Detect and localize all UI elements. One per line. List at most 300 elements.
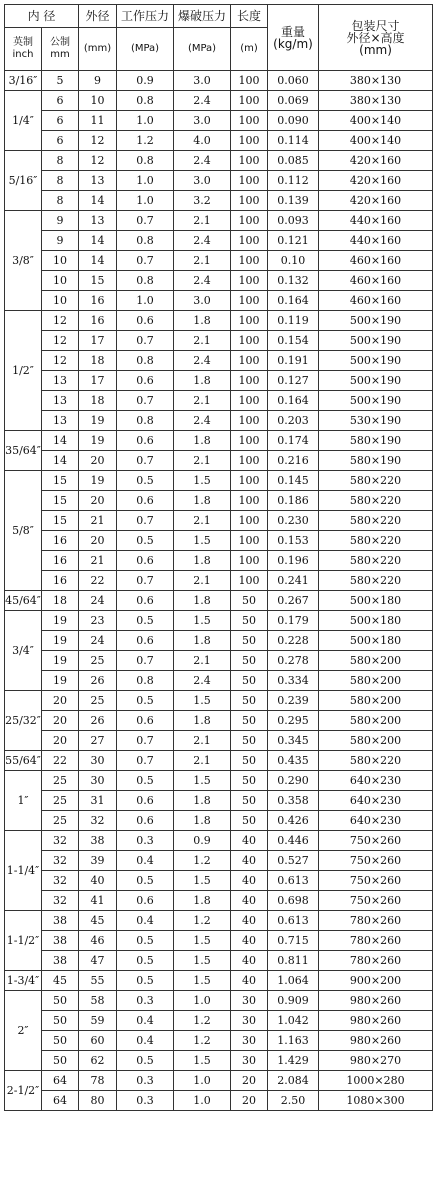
table-row bbox=[5, 291, 433, 311]
inch-size-cell: 3/8″ bbox=[5, 211, 42, 311]
outer-diameter-cell: 16 bbox=[79, 311, 117, 331]
burst-pressure-cell: 3.0 bbox=[174, 111, 231, 131]
header-working-pressure: 工作压力 bbox=[117, 5, 174, 28]
burst-pressure-cell: 1.5 bbox=[174, 471, 231, 491]
length-cell: 100 bbox=[231, 131, 268, 151]
mm-cell: 20 bbox=[42, 731, 79, 751]
header-weight bbox=[268, 5, 319, 71]
weight-cell: 0.446 bbox=[268, 831, 319, 851]
mm-cell: 45 bbox=[42, 971, 79, 991]
burst-pressure-cell: 1.5 bbox=[174, 771, 231, 791]
working-pressure-cell: 0.8 bbox=[117, 91, 174, 111]
inch-size-cell: 3/16″ bbox=[5, 71, 42, 91]
outer-diameter-cell: 55 bbox=[79, 971, 117, 991]
weight-cell: 0.426 bbox=[268, 811, 319, 831]
length-cell: 50 bbox=[231, 671, 268, 691]
length-cell: 100 bbox=[231, 211, 268, 231]
inch-size-cell: 1″ bbox=[5, 771, 42, 831]
working-pressure-cell: 0.5 bbox=[117, 951, 174, 971]
inch-size-cell: 25/32″ bbox=[5, 691, 42, 751]
weight-cell: 0.435 bbox=[268, 751, 319, 771]
working-pressure-cell: 0.8 bbox=[117, 231, 174, 251]
outer-diameter-cell: 17 bbox=[79, 331, 117, 351]
table-row bbox=[5, 1051, 433, 1071]
weight-cell: 0.290 bbox=[268, 771, 319, 791]
working-pressure-cell: 0.5 bbox=[117, 471, 174, 491]
weight-cell: 0.191 bbox=[268, 351, 319, 371]
table-row bbox=[5, 771, 433, 791]
length-cell: 30 bbox=[231, 1051, 268, 1071]
length-cell: 100 bbox=[231, 411, 268, 431]
weight-cell: 0.127 bbox=[268, 371, 319, 391]
burst-pressure-cell: 1.5 bbox=[174, 611, 231, 631]
table-row bbox=[5, 691, 433, 711]
working-pressure-cell: 0.8 bbox=[117, 671, 174, 691]
weight-cell: 0.119 bbox=[268, 311, 319, 331]
outer-diameter-cell: 13 bbox=[79, 171, 117, 191]
burst-pressure-cell: 1.2 bbox=[174, 911, 231, 931]
burst-pressure-cell: 1.8 bbox=[174, 431, 231, 451]
weight-cell: 1.064 bbox=[268, 971, 319, 991]
package-size-cell: 460×160 bbox=[319, 291, 433, 311]
length-cell: 100 bbox=[231, 251, 268, 271]
burst-pressure-cell: 3.0 bbox=[174, 71, 231, 91]
mm-cell: 8 bbox=[42, 171, 79, 191]
outer-diameter-cell: 23 bbox=[79, 611, 117, 631]
length-cell: 100 bbox=[231, 531, 268, 551]
hose-spec-table bbox=[4, 4, 433, 1111]
weight-cell: 1.042 bbox=[268, 1011, 319, 1031]
length-cell: 100 bbox=[231, 231, 268, 251]
table-row bbox=[5, 871, 433, 891]
mm-cell: 9 bbox=[42, 211, 79, 231]
length-cell: 100 bbox=[231, 431, 268, 451]
table-row bbox=[5, 491, 433, 511]
working-pressure-cell: 0.5 bbox=[117, 531, 174, 551]
weight-cell: 0.811 bbox=[268, 951, 319, 971]
mm-cell: 19 bbox=[42, 671, 79, 691]
weight-cell: 0.093 bbox=[268, 211, 319, 231]
working-pressure-cell: 0.8 bbox=[117, 151, 174, 171]
inch-size-cell: 1-1/4″ bbox=[5, 831, 42, 911]
length-cell: 100 bbox=[231, 271, 268, 291]
weight-cell: 0.334 bbox=[268, 671, 319, 691]
table-row bbox=[5, 731, 433, 751]
mm-cell: 19 bbox=[42, 651, 79, 671]
length-cell: 100 bbox=[231, 511, 268, 531]
mm-cell: 64 bbox=[42, 1071, 79, 1091]
inch-size-cell: 35/64″ bbox=[5, 431, 42, 471]
length-cell: 50 bbox=[231, 771, 268, 791]
package-size-cell: 500×180 bbox=[319, 591, 433, 611]
package-size-cell: 780×260 bbox=[319, 911, 433, 931]
weight-cell: 0.345 bbox=[268, 731, 319, 751]
working-pressure-cell: 0.6 bbox=[117, 631, 174, 651]
table-row bbox=[5, 831, 433, 851]
mm-cell: 19 bbox=[42, 611, 79, 631]
mm-cell: 50 bbox=[42, 1031, 79, 1051]
inch-size-cell: 1/2″ bbox=[5, 311, 42, 431]
package-size-cell: 500×190 bbox=[319, 371, 433, 391]
table-row bbox=[5, 71, 433, 91]
package-size-cell: 500×180 bbox=[319, 631, 433, 651]
package-size-cell: 980×270 bbox=[319, 1051, 433, 1071]
working-pressure-cell: 0.3 bbox=[117, 1071, 174, 1091]
weight-cell: 0.179 bbox=[268, 611, 319, 631]
package-size-cell: 780×260 bbox=[319, 931, 433, 951]
burst-pressure-cell: 2.4 bbox=[174, 91, 231, 111]
header-package-label: 包装尺寸 bbox=[351, 18, 400, 33]
mm-cell: 25 bbox=[42, 771, 79, 791]
outer-diameter-cell: 18 bbox=[79, 391, 117, 411]
length-cell: 40 bbox=[231, 851, 268, 871]
package-size-cell: 420×160 bbox=[319, 171, 433, 191]
length-cell: 50 bbox=[231, 651, 268, 671]
package-size-cell: 580×220 bbox=[319, 531, 433, 551]
burst-pressure-cell: 1.5 bbox=[174, 871, 231, 891]
package-size-cell: 580×200 bbox=[319, 651, 433, 671]
package-size-cell: 580×200 bbox=[319, 731, 433, 751]
inch-size-cell: 45/64″ bbox=[5, 591, 42, 611]
outer-diameter-cell: 59 bbox=[79, 1011, 117, 1031]
length-cell: 40 bbox=[231, 911, 268, 931]
outer-diameter-cell: 12 bbox=[79, 151, 117, 171]
outer-diameter-cell: 21 bbox=[79, 511, 117, 531]
working-pressure-cell: 0.5 bbox=[117, 931, 174, 951]
mm-cell: 10 bbox=[42, 271, 79, 291]
table-row bbox=[5, 611, 433, 631]
package-size-cell: 460×160 bbox=[319, 251, 433, 271]
weight-cell: 1.163 bbox=[268, 1031, 319, 1051]
mm-cell: 16 bbox=[42, 571, 79, 591]
weight-cell: 0.069 bbox=[268, 91, 319, 111]
outer-diameter-cell: 62 bbox=[79, 1051, 117, 1071]
length-cell: 100 bbox=[231, 111, 268, 131]
mm-cell: 20 bbox=[42, 691, 79, 711]
weight-cell: 0.228 bbox=[268, 631, 319, 651]
mm-cell: 10 bbox=[42, 251, 79, 271]
length-cell: 20 bbox=[231, 1091, 268, 1111]
table-row bbox=[5, 391, 433, 411]
weight-cell: 0.145 bbox=[268, 471, 319, 491]
weight-cell: 0.698 bbox=[268, 891, 319, 911]
weight-cell: 0.112 bbox=[268, 171, 319, 191]
burst-pressure-cell: 2.1 bbox=[174, 511, 231, 531]
table-row bbox=[5, 151, 433, 171]
package-size-cell: 750×260 bbox=[319, 851, 433, 871]
burst-pressure-cell: 2.1 bbox=[174, 331, 231, 351]
outer-diameter-cell: 58 bbox=[79, 991, 117, 1011]
length-cell: 50 bbox=[231, 591, 268, 611]
package-size-cell: 380×130 bbox=[319, 71, 433, 91]
working-pressure-cell: 0.9 bbox=[117, 71, 174, 91]
burst-pressure-cell: 1.2 bbox=[174, 1011, 231, 1031]
mm-cell: 12 bbox=[42, 351, 79, 371]
length-cell: 100 bbox=[231, 311, 268, 331]
working-pressure-cell: 0.7 bbox=[117, 731, 174, 751]
working-pressure-cell: 0.7 bbox=[117, 391, 174, 411]
table-row bbox=[5, 811, 433, 831]
package-size-cell: 1080×300 bbox=[319, 1091, 433, 1111]
weight-cell: 0.060 bbox=[268, 71, 319, 91]
package-size-cell: 640×230 bbox=[319, 771, 433, 791]
outer-diameter-cell: 21 bbox=[79, 551, 117, 571]
table-row bbox=[5, 671, 433, 691]
length-cell: 100 bbox=[231, 71, 268, 91]
working-pressure-cell: 0.8 bbox=[117, 271, 174, 291]
package-size-cell: 500×190 bbox=[319, 311, 433, 331]
outer-diameter-cell: 30 bbox=[79, 771, 117, 791]
package-size-cell: 400×140 bbox=[319, 131, 433, 151]
working-pressure-cell: 0.7 bbox=[117, 571, 174, 591]
table-row bbox=[5, 571, 433, 591]
table-row bbox=[5, 251, 433, 271]
length-cell: 50 bbox=[231, 611, 268, 631]
length-cell: 100 bbox=[231, 331, 268, 351]
outer-diameter-cell: 40 bbox=[79, 871, 117, 891]
outer-diameter-cell: 22 bbox=[79, 571, 117, 591]
mm-cell: 32 bbox=[42, 891, 79, 911]
mm-cell: 13 bbox=[42, 371, 79, 391]
package-size-cell: 580×220 bbox=[319, 511, 433, 531]
package-size-cell: 640×230 bbox=[319, 811, 433, 831]
table-row bbox=[5, 1091, 433, 1111]
table-row bbox=[5, 951, 433, 971]
package-size-cell: 580×190 bbox=[319, 431, 433, 451]
burst-pressure-cell: 1.8 bbox=[174, 591, 231, 611]
package-size-cell: 500×190 bbox=[319, 331, 433, 351]
length-cell: 100 bbox=[231, 291, 268, 311]
weight-cell: 0.527 bbox=[268, 851, 319, 871]
outer-diameter-cell: 20 bbox=[79, 531, 117, 551]
working-pressure-cell: 0.5 bbox=[117, 971, 174, 991]
outer-diameter-cell: 25 bbox=[79, 691, 117, 711]
mm-cell: 50 bbox=[42, 991, 79, 1011]
burst-pressure-cell: 1.8 bbox=[174, 371, 231, 391]
working-pressure-cell: 0.6 bbox=[117, 891, 174, 911]
weight-cell: 1.429 bbox=[268, 1051, 319, 1071]
package-size-cell: 500×190 bbox=[319, 391, 433, 411]
package-size-cell: 400×140 bbox=[319, 111, 433, 131]
working-pressure-cell: 0.6 bbox=[117, 431, 174, 451]
burst-pressure-cell: 1.0 bbox=[174, 1091, 231, 1111]
weight-cell: 0.203 bbox=[268, 411, 319, 431]
weight-cell: 0.186 bbox=[268, 491, 319, 511]
package-size-cell: 580×220 bbox=[319, 471, 433, 491]
table-row bbox=[5, 131, 433, 151]
working-pressure-cell: 0.7 bbox=[117, 751, 174, 771]
length-cell: 100 bbox=[231, 451, 268, 471]
table-row bbox=[5, 371, 433, 391]
length-cell: 50 bbox=[231, 711, 268, 731]
length-cell: 100 bbox=[231, 151, 268, 171]
mm-cell: 22 bbox=[42, 751, 79, 771]
working-pressure-cell: 0.4 bbox=[117, 851, 174, 871]
length-cell: 40 bbox=[231, 831, 268, 851]
weight-cell: 0.174 bbox=[268, 431, 319, 451]
working-pressure-cell: 0.6 bbox=[117, 551, 174, 571]
burst-pressure-cell: 2.4 bbox=[174, 271, 231, 291]
outer-diameter-cell: 13 bbox=[79, 211, 117, 231]
working-pressure-cell: 1.0 bbox=[117, 171, 174, 191]
table-row bbox=[5, 411, 433, 431]
mm-cell: 14 bbox=[42, 451, 79, 471]
outer-diameter-cell: 27 bbox=[79, 731, 117, 751]
burst-pressure-cell: 2.4 bbox=[174, 351, 231, 371]
length-cell: 40 bbox=[231, 891, 268, 911]
mm-cell: 12 bbox=[42, 331, 79, 351]
outer-diameter-cell: 12 bbox=[79, 131, 117, 151]
burst-pressure-cell: 2.1 bbox=[174, 651, 231, 671]
package-size-cell: 460×160 bbox=[319, 271, 433, 291]
weight-cell: 0.613 bbox=[268, 871, 319, 891]
inch-size-cell: 55/64″ bbox=[5, 751, 42, 771]
working-pressure-cell: 1.2 bbox=[117, 131, 174, 151]
burst-pressure-cell: 2.4 bbox=[174, 231, 231, 251]
length-cell: 100 bbox=[231, 171, 268, 191]
table-row bbox=[5, 1011, 433, 1031]
length-cell: 30 bbox=[231, 1011, 268, 1031]
weight-cell: 0.239 bbox=[268, 691, 319, 711]
weight-cell: 2.084 bbox=[268, 1071, 319, 1091]
mm-cell: 16 bbox=[42, 551, 79, 571]
package-size-cell: 580×220 bbox=[319, 571, 433, 591]
table-row bbox=[5, 651, 433, 671]
table-row bbox=[5, 191, 433, 211]
length-cell: 30 bbox=[231, 991, 268, 1011]
inch-size-cell: 2-1/2″ bbox=[5, 1071, 42, 1111]
mm-cell: 15 bbox=[42, 511, 79, 531]
outer-diameter-cell: 30 bbox=[79, 751, 117, 771]
header-package-sub: 外径×高度 bbox=[346, 30, 405, 45]
table-row bbox=[5, 1031, 433, 1051]
length-cell: 100 bbox=[231, 351, 268, 371]
burst-pressure-cell: 1.5 bbox=[174, 951, 231, 971]
working-pressure-cell: 0.4 bbox=[117, 1011, 174, 1031]
outer-diameter-cell: 45 bbox=[79, 911, 117, 931]
burst-pressure-cell: 2.4 bbox=[174, 151, 231, 171]
inch-size-cell: 1-3/4″ bbox=[5, 971, 42, 991]
header-burst-pressure: 爆破压力 bbox=[174, 5, 231, 28]
mm-cell: 32 bbox=[42, 851, 79, 871]
burst-pressure-cell: 1.5 bbox=[174, 1051, 231, 1071]
header-burst-unit: (MPa) bbox=[174, 28, 231, 71]
working-pressure-cell: 0.5 bbox=[117, 691, 174, 711]
burst-pressure-cell: 2.1 bbox=[174, 391, 231, 411]
header-length-unit: (m) bbox=[231, 28, 268, 71]
table-row bbox=[5, 851, 433, 871]
package-size-cell: 980×260 bbox=[319, 1011, 433, 1031]
outer-diameter-cell: 24 bbox=[79, 591, 117, 611]
mm-cell: 25 bbox=[42, 811, 79, 831]
weight-cell: 0.132 bbox=[268, 271, 319, 291]
package-size-cell: 580×200 bbox=[319, 671, 433, 691]
outer-diameter-cell: 24 bbox=[79, 631, 117, 651]
table-row bbox=[5, 311, 433, 331]
burst-pressure-cell: 1.8 bbox=[174, 551, 231, 571]
burst-pressure-cell: 2.4 bbox=[174, 411, 231, 431]
table-row bbox=[5, 171, 433, 191]
outer-diameter-cell: 32 bbox=[79, 811, 117, 831]
table-row bbox=[5, 791, 433, 811]
mm-cell: 38 bbox=[42, 911, 79, 931]
length-cell: 50 bbox=[231, 751, 268, 771]
inch-size-cell: 5/8″ bbox=[5, 471, 42, 591]
package-size-cell: 420×160 bbox=[319, 191, 433, 211]
table-row bbox=[5, 991, 433, 1011]
burst-pressure-cell: 3.2 bbox=[174, 191, 231, 211]
weight-cell: 0.216 bbox=[268, 451, 319, 471]
length-cell: 100 bbox=[231, 391, 268, 411]
outer-diameter-cell: 16 bbox=[79, 291, 117, 311]
table-row bbox=[5, 111, 433, 131]
table-row bbox=[5, 211, 433, 231]
burst-pressure-cell: 1.8 bbox=[174, 891, 231, 911]
outer-diameter-cell: 25 bbox=[79, 651, 117, 671]
outer-diameter-cell: 60 bbox=[79, 1031, 117, 1051]
mm-cell: 15 bbox=[42, 491, 79, 511]
length-cell: 100 bbox=[231, 471, 268, 491]
mm-cell: 6 bbox=[42, 111, 79, 131]
working-pressure-cell: 0.6 bbox=[117, 491, 174, 511]
length-cell: 100 bbox=[231, 191, 268, 211]
working-pressure-cell: 0.5 bbox=[117, 771, 174, 791]
burst-pressure-cell: 4.0 bbox=[174, 131, 231, 151]
package-size-cell: 580×220 bbox=[319, 751, 433, 771]
weight-cell: 0.278 bbox=[268, 651, 319, 671]
mm-cell: 8 bbox=[42, 191, 79, 211]
weight-cell: 0.715 bbox=[268, 931, 319, 951]
weight-cell: 0.613 bbox=[268, 911, 319, 931]
weight-cell: 0.241 bbox=[268, 571, 319, 591]
header-inch: 英制 inch bbox=[5, 28, 42, 71]
mm-cell: 50 bbox=[42, 1051, 79, 1071]
weight-cell: 0.090 bbox=[268, 111, 319, 131]
package-size-cell: 980×260 bbox=[319, 991, 433, 1011]
outer-diameter-cell: 14 bbox=[79, 191, 117, 211]
weight-cell: 0.139 bbox=[268, 191, 319, 211]
working-pressure-cell: 0.6 bbox=[117, 591, 174, 611]
outer-diameter-cell: 14 bbox=[79, 251, 117, 271]
outer-diameter-cell: 10 bbox=[79, 91, 117, 111]
outer-diameter-cell: 19 bbox=[79, 411, 117, 431]
mm-cell: 32 bbox=[42, 871, 79, 891]
outer-diameter-cell: 20 bbox=[79, 491, 117, 511]
outer-diameter-cell: 80 bbox=[79, 1091, 117, 1111]
mm-cell: 10 bbox=[42, 291, 79, 311]
working-pressure-cell: 0.6 bbox=[117, 811, 174, 831]
burst-pressure-cell: 1.2 bbox=[174, 851, 231, 871]
weight-cell: 0.114 bbox=[268, 131, 319, 151]
working-pressure-cell: 0.6 bbox=[117, 371, 174, 391]
package-size-cell: 420×160 bbox=[319, 151, 433, 171]
burst-pressure-cell: 2.1 bbox=[174, 751, 231, 771]
working-pressure-cell: 0.7 bbox=[117, 511, 174, 531]
mm-cell: 20 bbox=[42, 711, 79, 731]
working-pressure-cell: 0.4 bbox=[117, 911, 174, 931]
working-pressure-cell: 1.0 bbox=[117, 291, 174, 311]
outer-diameter-cell: 41 bbox=[79, 891, 117, 911]
table-row bbox=[5, 231, 433, 251]
working-pressure-cell: 0.6 bbox=[117, 711, 174, 731]
burst-pressure-cell: 2.1 bbox=[174, 251, 231, 271]
mm-cell: 8 bbox=[42, 151, 79, 171]
working-pressure-cell: 0.5 bbox=[117, 611, 174, 631]
length-cell: 50 bbox=[231, 731, 268, 751]
length-cell: 100 bbox=[231, 491, 268, 511]
header-inner-diameter: 内 径 bbox=[5, 5, 79, 28]
table-row bbox=[5, 351, 433, 371]
